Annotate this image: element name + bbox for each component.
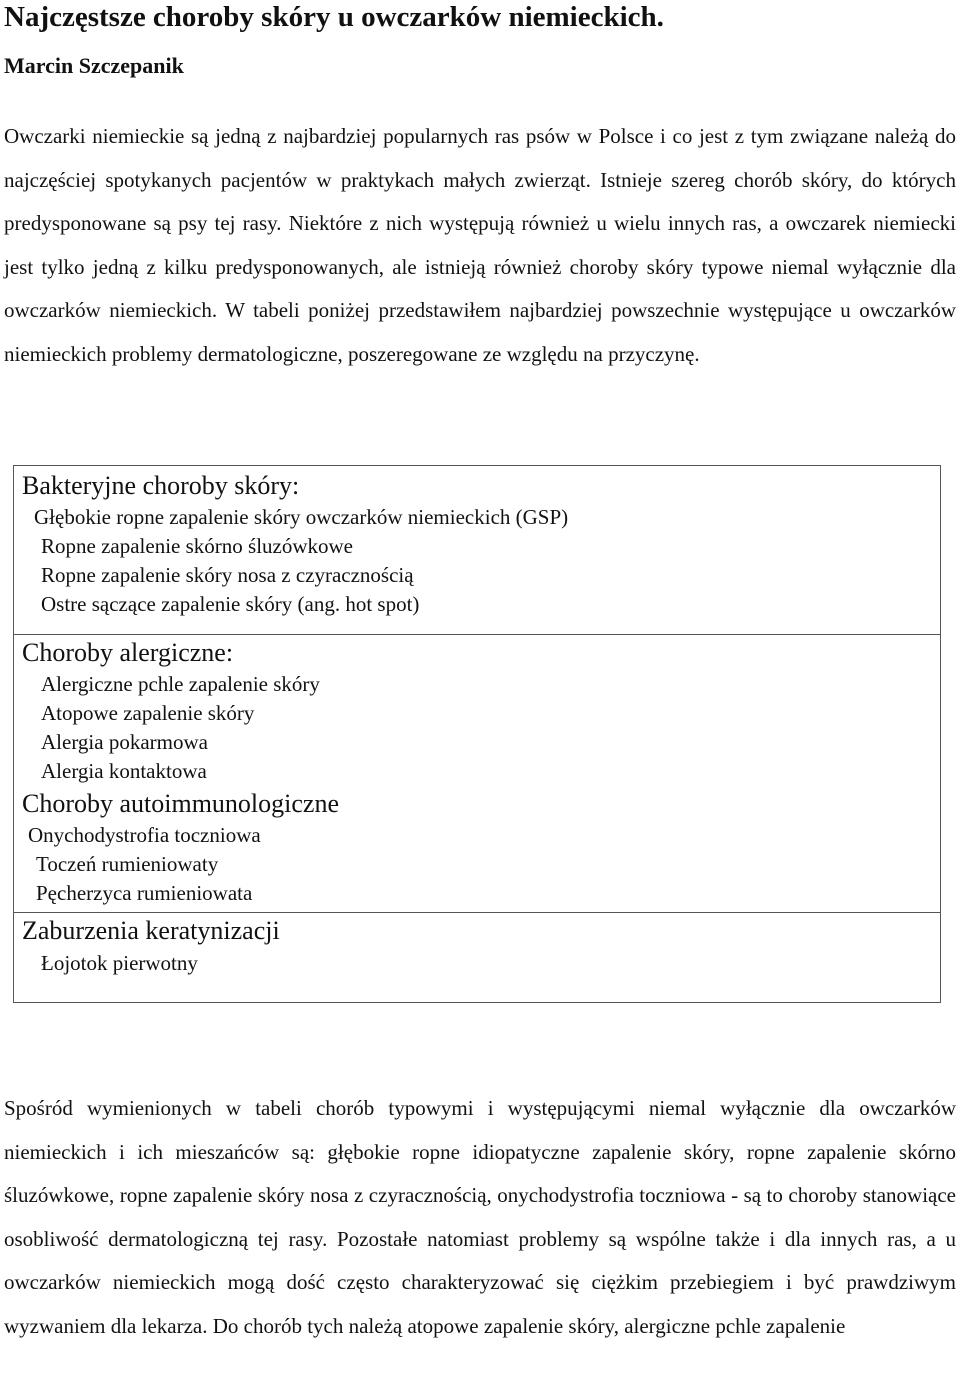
list-item: Alergiczne pchle zapalenie skóry (41, 672, 320, 696)
list-item: Głębokie ropne zapalenie skóry owczarków niemieckich (GSP) (34, 505, 569, 529)
disease-table (13, 465, 941, 1003)
section-heading-autoimmune: Choroby autoimmunologiczne (22, 789, 340, 818)
list-item: Ropne zapalenie skóry nosa z czyracznością (41, 563, 414, 587)
list-item: Toczeń rumieniowaty (36, 852, 219, 876)
section-heading-keratinization: Zaburzenia keratynizacji (22, 916, 280, 945)
conclusion-paragraph: Spośród wymienionych w tabeli chorób typowymi i występującymi niemal wyłącznie dla owczarków niemieckich i ich mieszańców są: głębokie ropne idiopatyczne zapalenie skóry, ropne zapalenie skórno śluzówkowe, ropne zapalenie skóry nosa z czyracznością, onychodystrofia toczniowa - są to choroby stanowiące osobliwość dermatologiczną tej rasy. Pozostałe natomiast problemy są wspólne także i dla innych ras, a u owczarków niemieckich mogą dość często charakteryzować się ciężkim przebiegiem i być prawdziwym wyzwaniem dla lekarza. Do chorób tych należą atopowe zapalenie skóry, alergiczne pchle zapalenie (4, 1096, 956, 1338)
list-item: Ostre sączące zapalenie skóry (ang. hot spot) (41, 592, 420, 616)
list-item: Ropne zapalenie skórno śluzówkowe (41, 534, 353, 558)
list-item: Łojotok pierwotny (41, 951, 198, 975)
list-item: Pęcherzyca rumieniowata (36, 881, 253, 905)
list-item: Alergia pokarmowa (41, 730, 208, 754)
list-item: Onychodystrofia toczniowa (28, 823, 261, 847)
list-item: Alergia kontaktowa (41, 759, 207, 783)
list-item: Atopowe zapalenie skóry (41, 701, 255, 725)
section-heading-bacterial: Bakteryjne choroby skóry: (22, 471, 300, 500)
section-keratinization (14, 912, 940, 1002)
section-bacterial (14, 466, 940, 634)
author-name: Marcin Szczepanik (4, 53, 184, 78)
document-title: Najczęstsze choroby skóry u owczarków niemieckich. (4, 1, 664, 33)
section-heading-allergic: Choroby alergiczne: (22, 638, 234, 667)
section-allergic (14, 634, 940, 801)
section-autoimmune (14, 786, 940, 911)
intro-paragraph: Owczarki niemieckie są jedną z najbardziej popularnych ras psów w Polsce i co jest z tym związane należą do najczęściej spotykanych pacjentów w praktykach małych zwierząt. Istnieje szereg chorób skóry, do których predysponowane są psy tej rasy. Niektóre z nich występują również u wielu innych ras, a owczarek niemiecki jest tylko jedną z kilku predysponowanych, ale istnieją również choroby skóry typowe niemal wyłącznie dla owczarków niemieckich. W tabeli poniżej przedstawiłem najbardziej powszechnie występujące u owczarków niemieckich problemy dermatologiczne, poszeregowane ze względu na przyczynę. (4, 124, 956, 366)
